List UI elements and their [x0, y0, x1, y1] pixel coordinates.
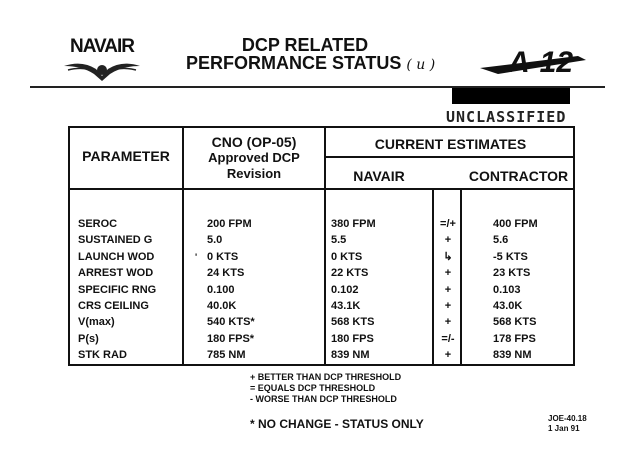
legend-better: + BETTER THAN DCP THRESHOLD	[250, 372, 402, 382]
table-subheader-rule	[324, 156, 575, 158]
table-row	[78, 331, 568, 347]
cell-navair: 839 NM	[331, 349, 370, 362]
cell-status: ↳	[443, 250, 453, 263]
cell-navair: 5.5	[331, 234, 347, 247]
header-cno-line1: CNO (OP-05)	[211, 134, 297, 150]
cell-navair: 0 KTS	[331, 250, 363, 263]
cell-status: +	[444, 349, 452, 362]
table-header-rule	[68, 188, 575, 190]
cell-navair: 380 FPM	[331, 218, 376, 230]
cell-parameter: SUSTAINED G	[78, 234, 153, 247]
page-title-line1: DCP RELATED	[241, 35, 369, 55]
legend-equals: = EQUALS DCP THRESHOLD	[250, 383, 376, 393]
cell-cno: 24 KTS	[207, 267, 245, 280]
cell-cno: 5.0	[207, 234, 223, 247]
cell-navair: 22 KTS	[331, 267, 369, 280]
a12-logo	[478, 38, 588, 84]
table-row	[78, 249, 568, 265]
cell-cno: 540 KTS*	[207, 316, 255, 329]
legend-worse: - WORSE THAN DCP THRESHOLD	[250, 394, 397, 404]
cell-contractor: -5 KTS	[493, 250, 528, 263]
classification-stamp: UNCLASSIFIED	[446, 108, 567, 126]
cell-contractor: 43.0K	[493, 299, 523, 312]
cell-navair: 180 FPS	[331, 332, 374, 345]
cell-parameter: SPECIFIC RNG	[78, 283, 157, 296]
table-row	[78, 314, 568, 330]
cell-status: +	[444, 283, 452, 296]
redaction-bar	[452, 88, 570, 104]
cell-navair: 43.1K	[331, 299, 361, 312]
document-code: JOE-40.18	[548, 414, 587, 423]
header-navair: NAVAIR	[353, 168, 405, 184]
cell-parameter: LAUNCH WOD	[78, 250, 155, 263]
cell-contractor: 568 KTS	[493, 316, 537, 329]
cell-contractor: 23 KTS	[493, 267, 531, 280]
table-row	[78, 232, 568, 248]
header-cno-line2: Approved DCP	[208, 150, 300, 165]
cell-parameter: V(max)	[78, 316, 115, 329]
cell-cno: 0 KTS	[207, 250, 239, 263]
handwritten-marking: ( u )	[406, 57, 436, 73]
header-parameter: PARAMETER	[82, 148, 170, 164]
cell-status: =/+	[440, 218, 456, 230]
cell-status: +	[444, 267, 452, 280]
stray-tick-mark: '	[195, 251, 198, 262]
page-title-line2-text: PERFORMANCE STATUS	[186, 53, 402, 73]
header-contractor: CONTRACTOR	[468, 168, 569, 184]
table-row	[78, 347, 568, 363]
cell-status: +	[444, 234, 452, 247]
cell-navair: 568 KTS	[331, 316, 375, 329]
cell-cno: 785 NM	[207, 349, 246, 362]
table-row	[78, 216, 568, 232]
page-title-line2	[186, 53, 436, 74]
a12-logo-text: A-12	[508, 46, 574, 79]
cell-navair: 0.102	[331, 283, 359, 296]
cell-status: =/-	[441, 332, 455, 345]
cell-cno: 200 FPM	[207, 218, 252, 230]
table-row	[78, 282, 568, 298]
cell-cno: 40.0K	[207, 299, 237, 312]
footnote: * NO CHANGE - STATUS ONLY	[250, 417, 424, 431]
cell-cno: 180 FPS*	[207, 332, 255, 345]
header-current-estimates: CURRENT ESTIMATES	[374, 136, 527, 152]
cell-parameter: ARREST WOD	[78, 267, 154, 280]
cell-contractor: 0.103	[493, 283, 521, 296]
cell-contractor: 400 FPM	[493, 218, 538, 230]
cell-parameter: CRS CEILING	[78, 299, 149, 312]
table-row	[78, 265, 568, 281]
navair-logo-text: NAVAIR	[69, 36, 135, 57]
status-legend	[250, 372, 401, 405]
table-body	[78, 216, 568, 364]
cell-status: +	[444, 299, 452, 312]
cell-parameter: P(s)	[78, 332, 99, 345]
cell-status: +	[444, 316, 452, 329]
cell-cno: 0.100	[207, 283, 235, 296]
table-row	[78, 298, 568, 314]
cell-parameter: STK RAD	[78, 349, 127, 362]
document-id	[548, 414, 587, 434]
header-cno-line3: Revision	[226, 166, 282, 181]
cell-parameter: SEROC	[78, 218, 118, 230]
cell-contractor: 839 NM	[493, 349, 532, 362]
document-date: 1 Jan 91	[548, 424, 580, 433]
header-cno	[184, 134, 324, 182]
cell-contractor: 178 FPS	[493, 332, 536, 345]
cell-contractor: 5.6	[493, 234, 509, 247]
